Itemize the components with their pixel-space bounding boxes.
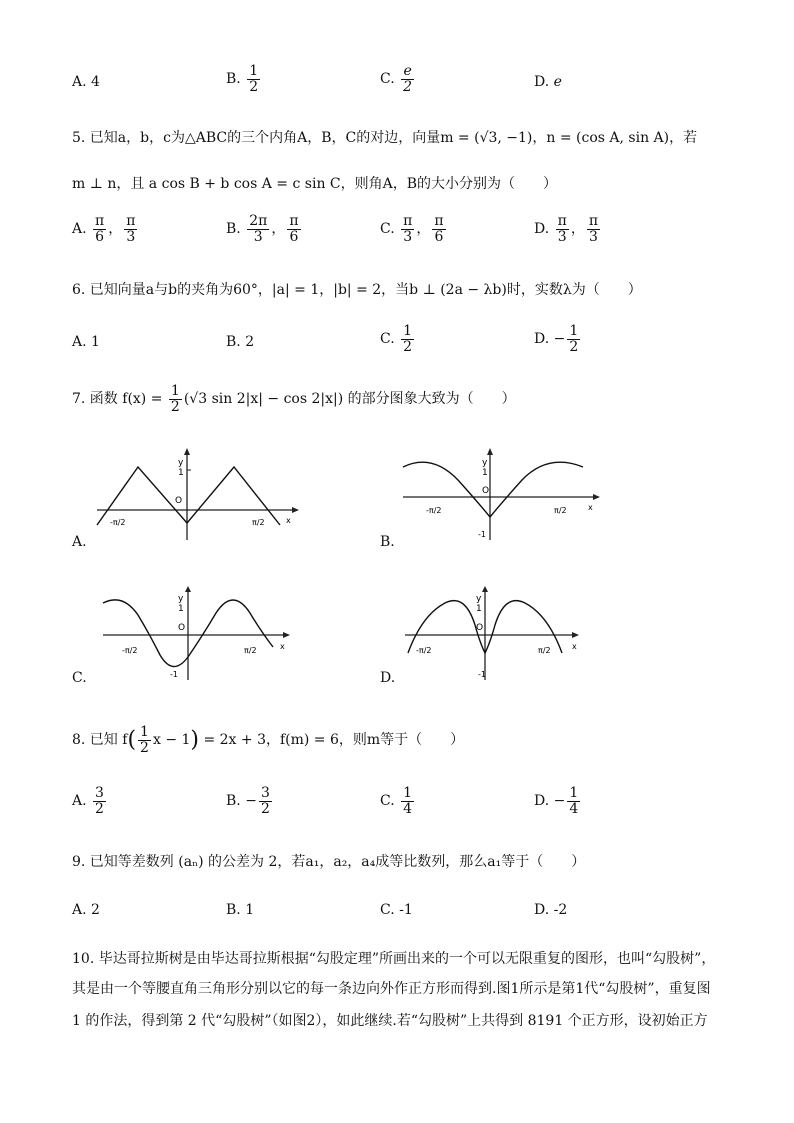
q7-graph-b [398, 445, 608, 545]
label-neg-one: -1 [170, 670, 178, 679]
q7-label-b: B. [380, 534, 395, 550]
x-axis-arrow [292, 507, 299, 513]
curve [97, 467, 280, 525]
label-neg-one: -1 [478, 670, 486, 679]
label-y: y [178, 594, 184, 604]
q9-option-c: C. -1 [380, 902, 413, 918]
q6-option-c: C. $\frac{1}{2}$ [380, 323, 413, 355]
q5-option-c: C. $\frac{\pi}{3}$ ， $\frac{\pi}{6}$ [380, 213, 444, 245]
q7-stem: 7. 函数 f(x) = $\frac{1}{2}$ (√3 sin 2|x| − cos 2|x|) 的部分图象大致为（ ） [72, 383, 516, 415]
q8-option-b: B. − $\frac{3}{2}$ [226, 785, 270, 817]
q7-graph-c [98, 585, 298, 685]
label-y: y [476, 594, 482, 604]
q7-graph-d [400, 585, 590, 685]
q6-option-d: D. − $\frac{1}{2}$ [534, 323, 579, 355]
q5-option-a: A. $\frac{\pi}{6}$ ， $\frac{\pi}{3}$ [72, 213, 136, 245]
label-origin: O [175, 496, 183, 506]
label-origin: O [482, 486, 490, 496]
q7-graph-a [92, 445, 302, 545]
q7-label-d: D. [380, 670, 396, 686]
q4-option-b: B. $\frac{1}{2}$ [226, 63, 259, 95]
q7-label-c: C. [72, 670, 87, 686]
q5-stem-line1: 5. 已知a，b，c为△ABC的三个内角A，B，C的对边，向量m = (√3, −1)，n = (cos A, sin A)，若 [72, 130, 698, 146]
q5-stem-line2: m ⊥ n，且 a cos B + b cos A = c sin C，则角A，B的大小分别为（ ） [72, 176, 558, 192]
label-pi-half: π/2 [554, 506, 567, 515]
q4-option-a: A. 4 [72, 74, 100, 90]
q8-option-a: A. $\frac{3}{2}$ [72, 785, 104, 817]
label-pi-half: π/2 [538, 646, 551, 655]
label-pi-half: π/2 [244, 646, 257, 655]
x-axis-arrow [283, 632, 290, 638]
q8-option-c: C. $\frac{1}{4}$ [380, 785, 413, 817]
label-origin: O [476, 623, 484, 633]
label-neg-pi-half: -π/2 [416, 646, 432, 655]
q10-line3: 1 的作法，得到第 2 代“勾股树”（如图2），如此继续.若“勾股树”上共得到 8191 个正方形，设初始正方 [72, 1013, 708, 1029]
q5-option-d: D. $\frac{\pi}{3}$ ， $\frac{\pi}{3}$ [534, 213, 599, 245]
label-pi-half: π/2 [252, 518, 265, 527]
label-x: x [588, 503, 593, 512]
q6-option-a: A. 1 [72, 334, 100, 350]
label-one: 1 [482, 468, 488, 478]
label-one: 1 [476, 604, 482, 614]
q5-option-b: B. $\frac{2\pi}{3}$ ， $\frac{\pi}{6}$ [226, 213, 299, 245]
x-axis-arrow [593, 494, 600, 500]
q6-stem: 6. 已知向量a与b的夹角为60°，|a| = 1，|b| = 2，当b ⊥ (2a − λb)时，实数λ为（ ） [72, 282, 642, 298]
label-x: x [280, 642, 285, 651]
label-neg-one: -1 [478, 530, 486, 539]
label-neg-pi-half: -π/2 [426, 506, 442, 515]
q10-line1: 10. 毕达哥拉斯树是由毕达哥拉斯根据“勾股定理”所画出来的一个可以无限重复的图形，也叫“勾股树”， [72, 951, 716, 967]
q4-option-c: C. $\frac{e}{2}$ [380, 63, 413, 95]
q9-option-d: D. -2 [534, 902, 568, 918]
q9-option-b: B. 1 [226, 902, 255, 918]
label-y: y [178, 458, 184, 468]
label-neg-pi-half: -π/2 [110, 518, 126, 527]
y-axis-arrow [184, 448, 190, 455]
y-axis-arrow [482, 586, 488, 592]
q9-stem: 9. 已知等差数列 (aₙ) 的公差为 2，若a₁，a₂，a₄成等比数列，那么a₁等于（ ） [72, 854, 586, 870]
q6-option-b: B. 2 [226, 334, 255, 350]
label-one: 1 [178, 604, 184, 614]
label-neg-pi-half: -π/2 [122, 646, 138, 655]
y-axis-arrow [487, 448, 493, 455]
y-axis-arrow [185, 586, 191, 592]
label-one: 1 [178, 468, 184, 478]
q8-option-d: D. − $\frac{1}{4}$ [534, 785, 579, 817]
q10-line2: 其是由一个等腰直角三角形分别以它的每一条边向外作正方形而得到.图1所示是第1代“勾股树”，重复图 [72, 981, 711, 997]
label-origin: O [178, 623, 186, 633]
label-x: x [572, 642, 577, 651]
q9-option-a: A. 2 [72, 902, 100, 918]
label-y: y [482, 458, 488, 468]
q8-stem: 8. 已知 f( $\frac{1}{2}$ x − 1) = 2x + 3，f(m) = 6，则m等于（ ） [72, 724, 465, 756]
q7-label-a: A. [72, 534, 87, 550]
q4-option-d: D. e [534, 74, 562, 90]
label-x: x [286, 516, 291, 525]
x-axis-arrow [572, 632, 579, 638]
